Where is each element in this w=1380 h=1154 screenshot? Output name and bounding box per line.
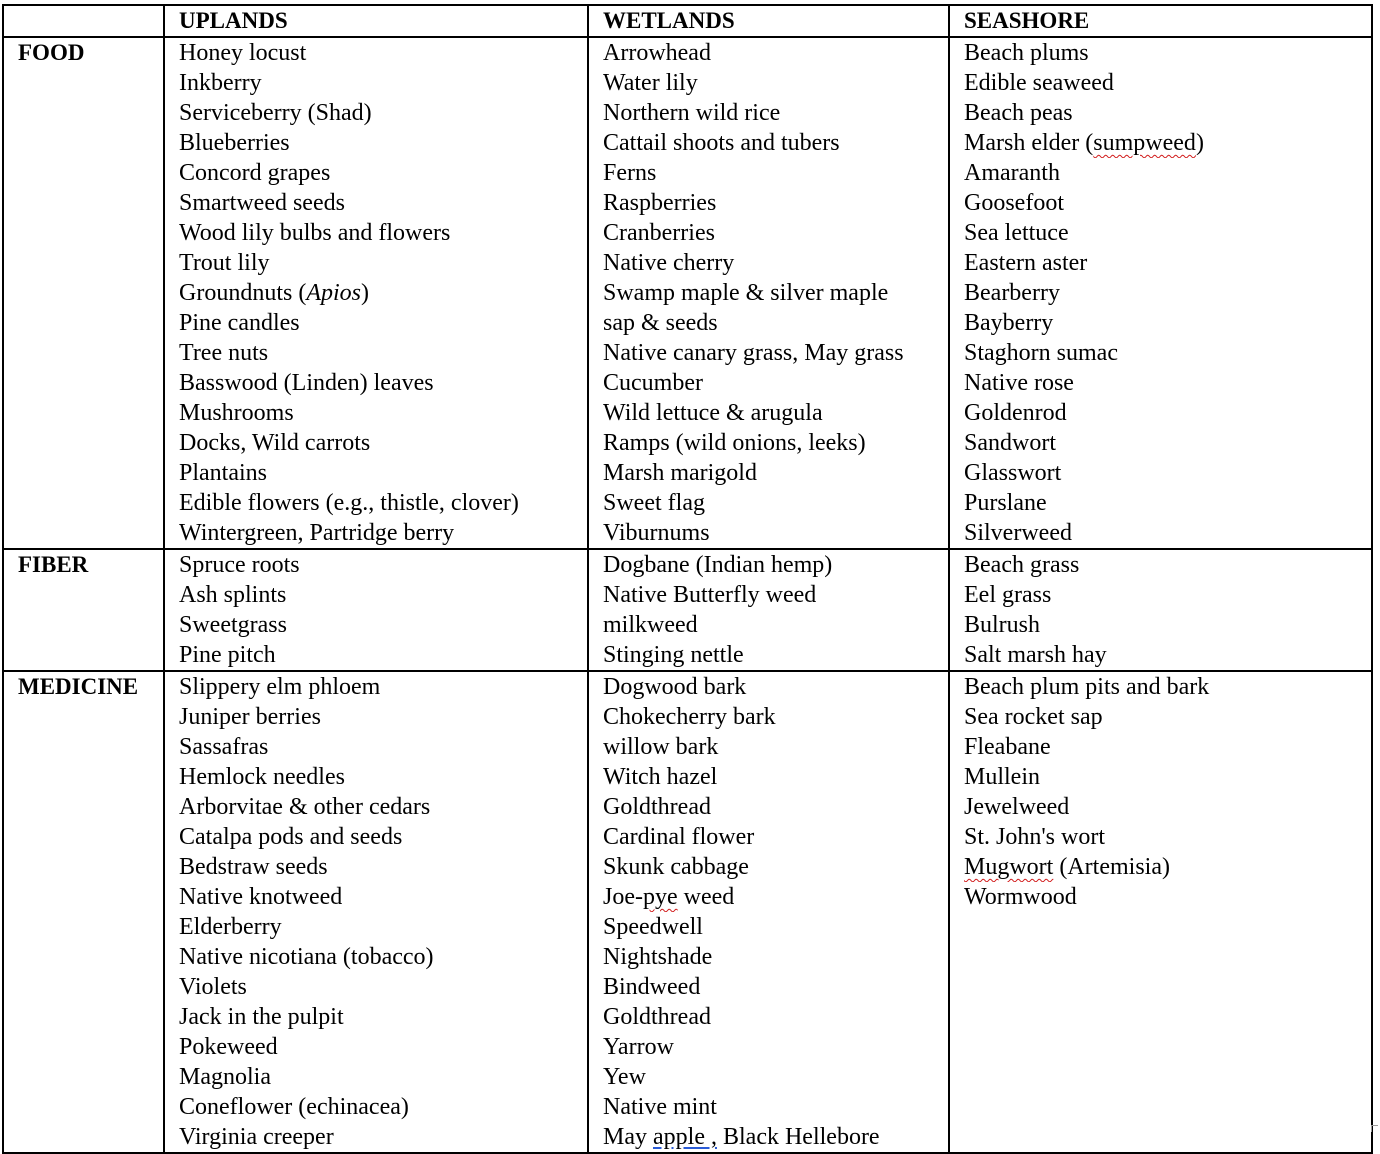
list-item: Basswood (Linden) leaves (179, 370, 434, 396)
list-item: Native cherry (603, 250, 735, 276)
list-item: Jewelweed (964, 794, 1070, 820)
list-item: Skunk cabbage (603, 854, 749, 880)
fiber-uplands-cell (164, 549, 588, 671)
list-item: Raspberries (603, 190, 717, 216)
list-item: Ash splints (179, 582, 287, 608)
list-item: Jack in the pulpit (179, 1004, 344, 1030)
list-item: Wood lily bulbs and flowers (179, 220, 451, 246)
list-item: Blueberries (179, 130, 290, 156)
medicine-uplands-cell (164, 671, 588, 1153)
list-item: Cattail shoots and tubers (603, 130, 840, 156)
header-uplands: UPLANDS (164, 5, 588, 37)
list-item: Staghorn sumac (964, 340, 1118, 366)
list-item: Plantains (179, 460, 267, 486)
list-item: Spruce roots (179, 552, 300, 578)
list-item: Coneflower (echinacea) (179, 1094, 409, 1120)
list-item: Goosefoot (964, 190, 1064, 216)
list-item: Goldthread (603, 1004, 711, 1030)
list-item: Arborvitae & other cedars (179, 794, 431, 820)
food-seashore-cell (949, 37, 1372, 549)
list-item: Wild lettuce & arugula (603, 400, 823, 426)
list-item: Mugwort (Artemisia) (964, 854, 1170, 880)
list-item: Elderberry (179, 914, 282, 940)
food-uplands-cell (164, 37, 588, 549)
list-item: Beach plums (964, 40, 1089, 66)
list-item: Beach plum pits and bark (964, 674, 1210, 700)
list-item: Yarrow (603, 1034, 674, 1060)
list-item: Bindweed (603, 974, 701, 1000)
header-row (3, 5, 1372, 37)
list-item: Wormwood (964, 884, 1077, 910)
list-item: Smartweed seeds (179, 190, 345, 216)
list-item: Ramps (wild onions, leeks) (603, 430, 866, 456)
list-item: Edible seaweed (964, 70, 1114, 96)
food-wetlands-cell (588, 37, 949, 549)
list-item: Bayberry (964, 310, 1054, 336)
list-item: Beach grass (964, 552, 1080, 578)
list-item: Mullein (964, 764, 1040, 790)
list-item: Amaranth (964, 160, 1060, 186)
header-seashore: SEASHORE (949, 5, 1372, 37)
list-item: Bulrush (964, 612, 1041, 638)
list-item: Water lily (603, 70, 698, 96)
list-item: Northern wild rice (603, 100, 781, 126)
list-item: Sassafras (179, 734, 269, 760)
list-item: Goldenrod (964, 400, 1067, 426)
list-item: Bedstraw seeds (179, 854, 328, 880)
list-item: Native knotweed (179, 884, 343, 910)
list-item: Sandwort (964, 430, 1056, 456)
list-item: Docks, Wild carrots (179, 430, 371, 456)
list-item: Hemlock needles (179, 764, 345, 790)
list-item: Glasswort (964, 460, 1062, 486)
list-item: Magnolia (179, 1064, 271, 1090)
list-item: Marsh elder (sumpweed) (964, 130, 1204, 156)
list-item: Eel grass (964, 582, 1052, 608)
fiber-row (3, 549, 1372, 671)
list-item: Bearberry (964, 280, 1060, 306)
fiber-wetlands-cell (588, 549, 949, 671)
list-item: Purslane (964, 490, 1047, 516)
header-category (3, 5, 164, 37)
category-medicine: MEDICINE (3, 671, 164, 1153)
list-item: Yew (603, 1064, 646, 1090)
list-item: Native canary grass, May grass (603, 340, 904, 366)
list-item: Dogbane (Indian hemp) (603, 552, 833, 578)
list-item: Violets (179, 974, 247, 1000)
list-item: Inkberry (179, 70, 262, 96)
list-item: Native Butterfly weed (603, 582, 817, 608)
list-item: St. John's wort (964, 824, 1106, 850)
list-item: Concord grapes (179, 160, 331, 186)
list-item: Sweet flag (603, 490, 705, 516)
list-item: Juniper berries (179, 704, 321, 730)
list-item: Viburnums (603, 520, 710, 546)
list-item: Eastern aster (964, 250, 1088, 276)
page-corner-mark (1371, 1125, 1378, 1132)
list-item: Joe-pye weed (603, 884, 735, 910)
list-item: Native rose (964, 370, 1074, 396)
list-item: Nightshade (603, 944, 713, 970)
medicine-row (3, 671, 1372, 1153)
list-item: Groundnuts (Apios) (179, 280, 369, 306)
list-item: Wintergreen, Partridge berry (179, 520, 455, 546)
list-item: Sweetgrass (179, 612, 287, 638)
list-item: Serviceberry (Shad) (179, 100, 372, 126)
plant-use-table-wrapper (2, 4, 1373, 1154)
food-row (3, 37, 1372, 549)
list-item: Native mint (603, 1094, 717, 1120)
list-item: Pine pitch (179, 642, 276, 668)
list-item: Salt marsh hay (964, 642, 1107, 668)
plant-use-table (2, 4, 1373, 1154)
list-item: Edible flowers (e.g., thistle, clover) (179, 490, 519, 516)
list-item: Slippery elm phloem (179, 674, 381, 700)
list-item: Cardinal flower (603, 824, 755, 850)
list-item: willow bark (603, 734, 719, 760)
fiber-seashore-cell (949, 549, 1372, 671)
list-item: Native nicotiana (tobacco) (179, 944, 434, 970)
list-item: Ferns (603, 160, 657, 186)
list-item: Marsh marigold (603, 460, 757, 486)
header-wetlands: WETLANDS (588, 5, 949, 37)
list-item: Tree nuts (179, 340, 269, 366)
list-item: Cucumber (603, 370, 703, 396)
list-item: Beach peas (964, 100, 1073, 126)
list-item: Stinging nettle (603, 642, 744, 668)
list-item: Catalpa pods and seeds (179, 824, 403, 850)
list-item: Sea rocket sap (964, 704, 1103, 730)
list-item: sap & seeds (603, 310, 718, 336)
list-item: Goldthread (603, 794, 711, 820)
list-item: milkweed (603, 612, 698, 638)
medicine-seashore-cell (949, 671, 1372, 1153)
list-item: Sea lettuce (964, 220, 1069, 246)
list-item: Pokeweed (179, 1034, 278, 1060)
list-item: Cranberries (603, 220, 715, 246)
list-item: Swamp maple & silver maple (603, 280, 889, 306)
list-item: Pine candles (179, 310, 300, 336)
list-item: Witch hazel (603, 764, 718, 790)
list-item: Arrowhead (603, 40, 711, 66)
medicine-wetlands-cell (588, 671, 949, 1153)
category-food: FOOD (3, 37, 164, 549)
list-item: Virginia creeper (179, 1124, 334, 1150)
category-fiber: FIBER (3, 549, 164, 671)
list-item: Trout lily (179, 250, 270, 276)
list-item: May apple , Black Hellebore (603, 1124, 880, 1150)
list-item: Speedwell (603, 914, 703, 940)
list-item: Silverweed (964, 520, 1072, 546)
list-item: Mushrooms (179, 400, 294, 426)
list-item: Honey locust (179, 40, 307, 66)
list-item: Chokecherry bark (603, 704, 776, 730)
list-item: Fleabane (964, 734, 1051, 760)
list-item: Dogwood bark (603, 674, 747, 700)
